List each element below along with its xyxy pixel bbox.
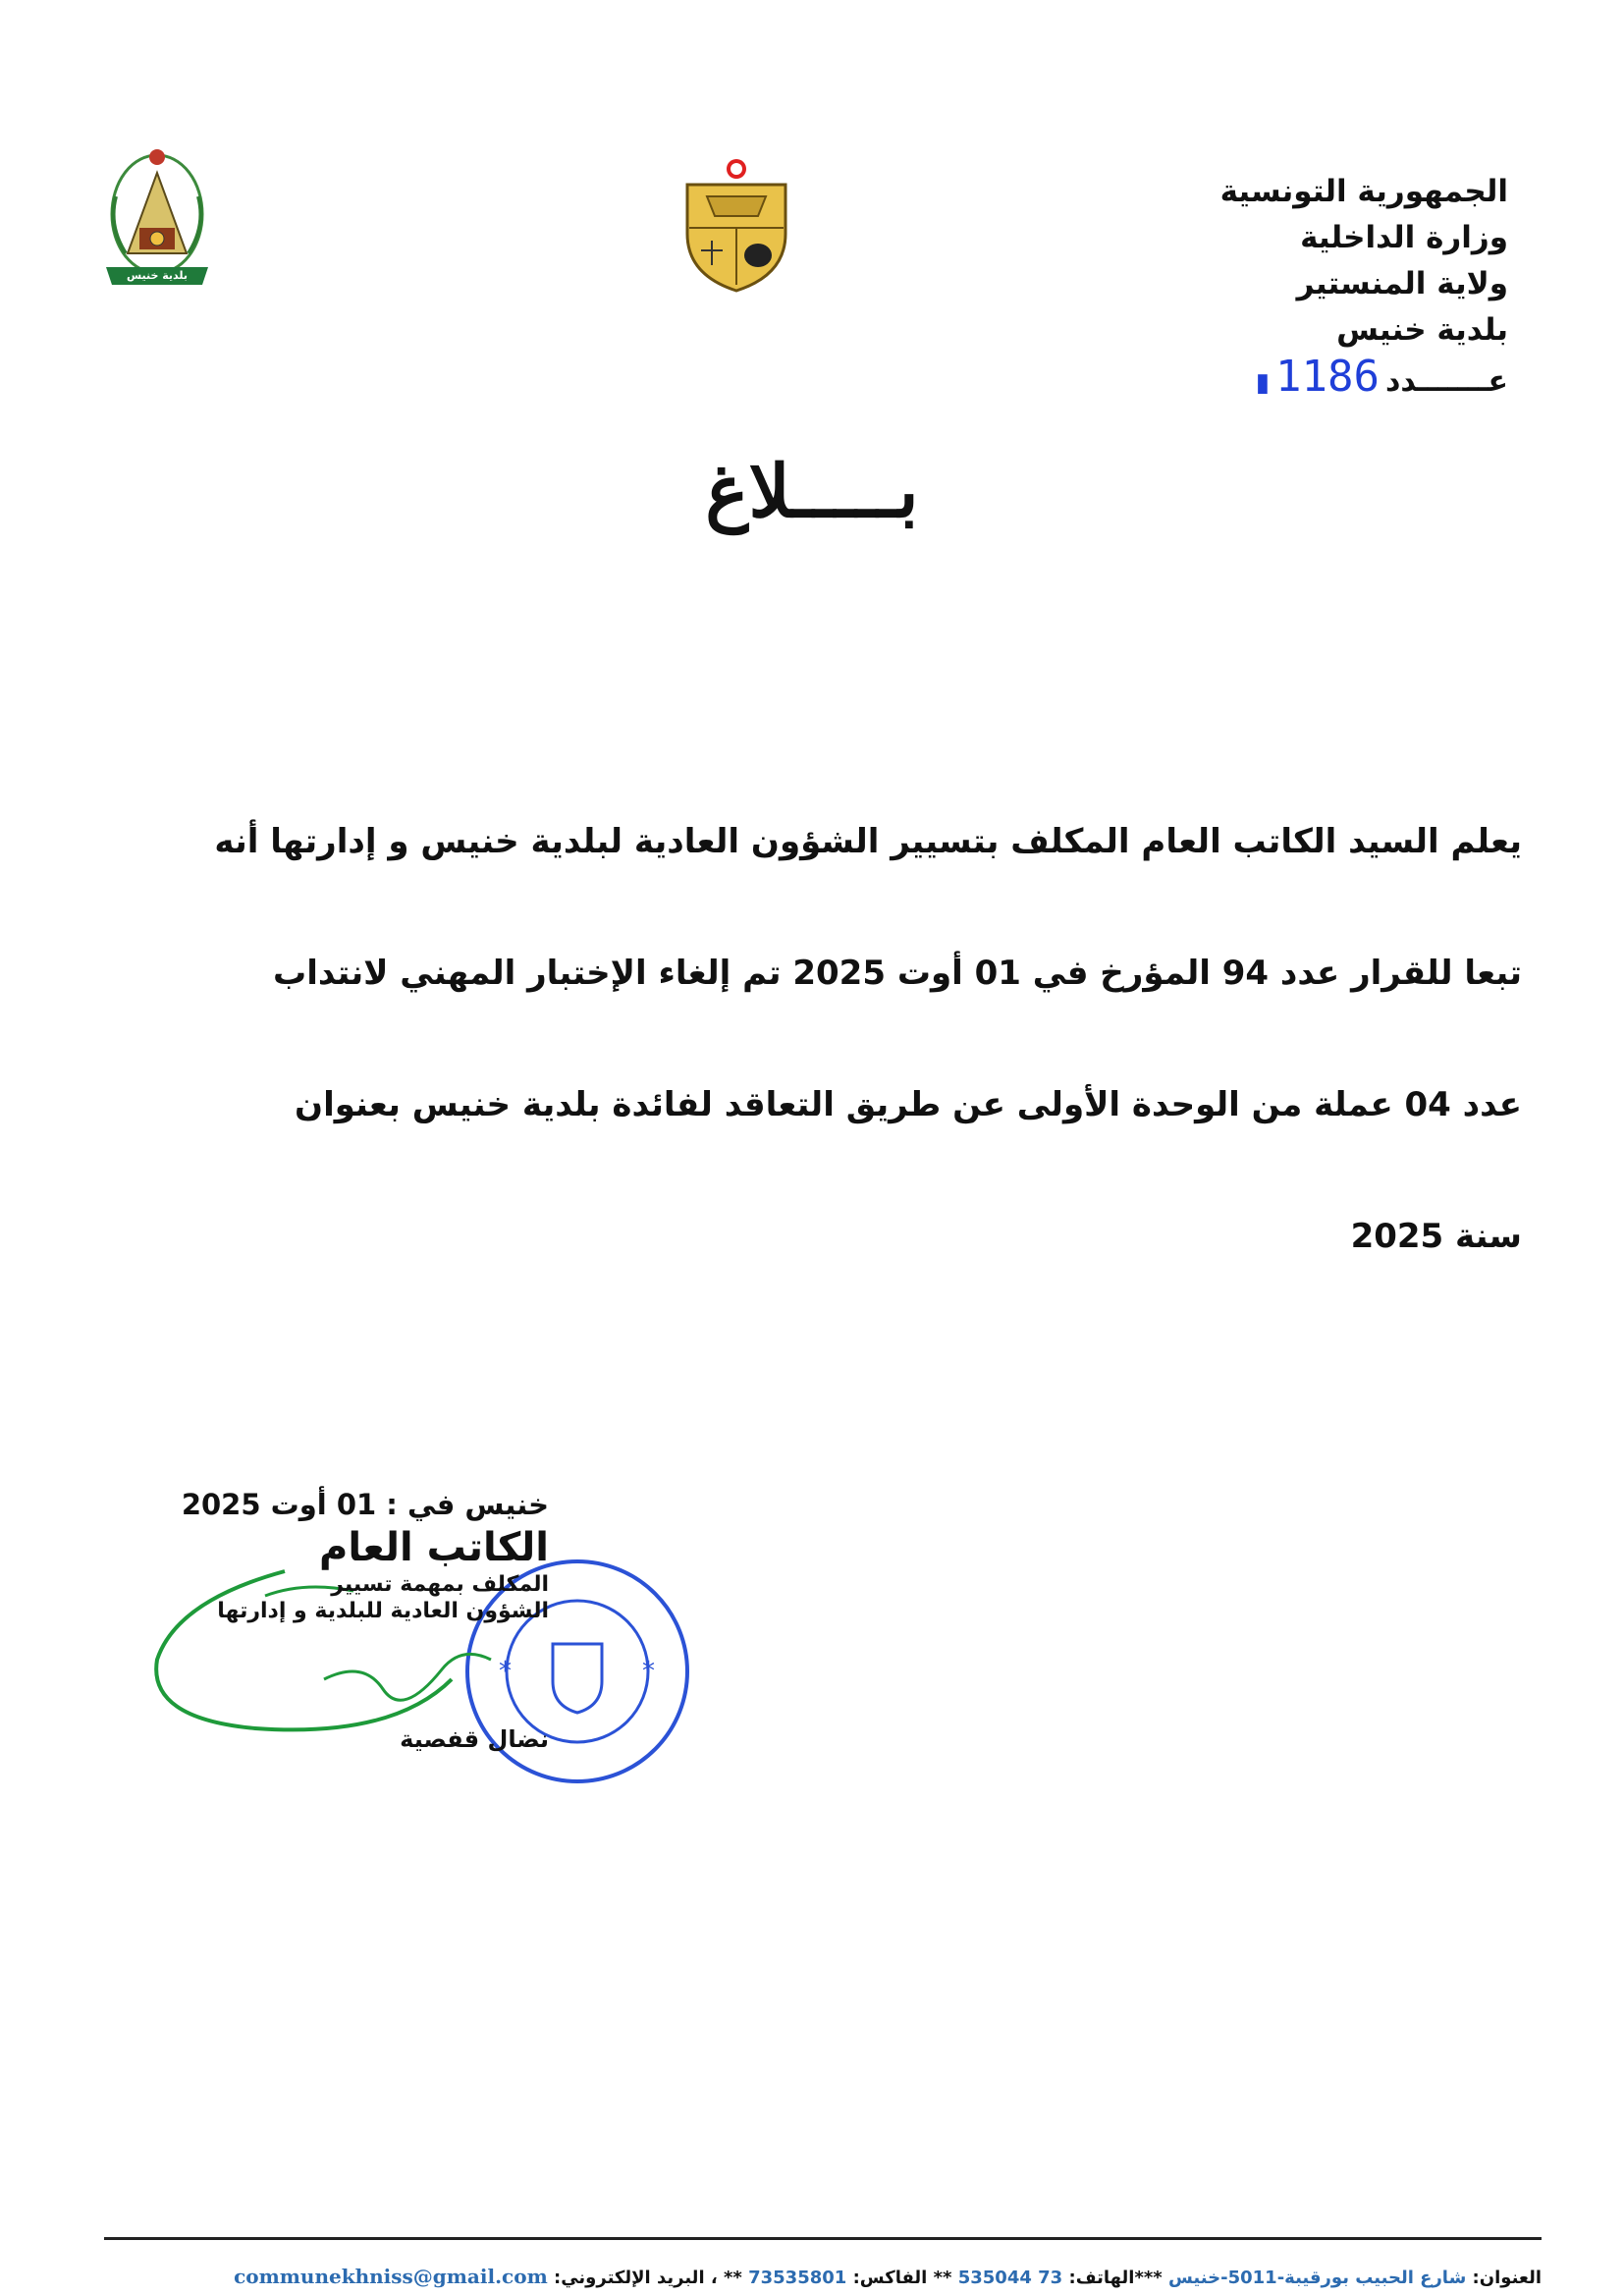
body-paragraph-4: سنة 2025 [1350,1217,1522,1256]
header-block [1220,169,1508,354]
signature-date: خنيس في : 01 أوت 2025 [181,1488,549,1521]
page-title: بـــــلاغ [705,450,919,534]
reference-number [1256,352,1508,402]
signature-role-2: الشؤون العادية للبلدية و إدارتها [217,1599,549,1623]
footer-phone-value: 73 535044 [957,2268,1063,2288]
svg-text:*: * [499,1657,512,1686]
announcement-body [88,776,1522,1302]
svg-text:*: * [642,1657,655,1686]
municipality-logo-label: بلدية خنيس [126,269,189,282]
header-line-republic: الجمهورية التونسية [1219,174,1508,209]
signature-title: الكاتب العام [319,1525,549,1570]
footer-address-value: شارع الحبيب بورقيبة-5011-خنيس [1167,2268,1467,2288]
body-paragraph-3: عدد 04 عملة من الوحدة الأولى عن طريق التعاقد لفائدة بلدية خنيس بعنوان [295,1085,1522,1124]
footer-fax-label: ** الفاكس: [852,2268,952,2288]
reference-value: 1186 [1275,352,1380,402]
footer-address-label: العنوان: [1472,2268,1542,2288]
footer-phone-label: ***الهاتف: [1068,2268,1163,2288]
municipality-logo [98,137,216,295]
header-line-ministry: وزارة الداخلية [1300,220,1508,255]
body-paragraph-2: تبعا للقرار عدد 94 المؤرخ في 01 أوت 2025 تم إلغاء الإختبار المهني لانتداب [273,954,1522,993]
footer-email-link[interactable]: communekhniss@gmail.com [234,2265,548,2288]
footer-fax-value: 73535801 [748,2268,847,2288]
reference-stamp-icon: ▮ [1255,368,1271,398]
signatory-name: نضال قفصية [400,1725,549,1753]
reference-label: عـــــــدد [1385,364,1508,399]
footer-divider [104,2237,1542,2240]
body-paragraph-1: يعلم السيد الكاتب العام المكلف بتسيير الشؤون العادية لبلدية خنيس و إدارتها أنه [214,822,1522,861]
footer [104,2265,1542,2288]
signature-role-1: المكلف بمهمة تسيير [331,1572,549,1597]
footer-email-label: ** ، البريد الإلكتروني: [554,2268,742,2288]
coat-of-arms [677,157,795,295]
header-line-governorate: ولاية المنستير [1296,266,1508,301]
signature-block [182,1488,549,1753]
header-line-municipality: بلدية خنيس [1336,312,1508,348]
